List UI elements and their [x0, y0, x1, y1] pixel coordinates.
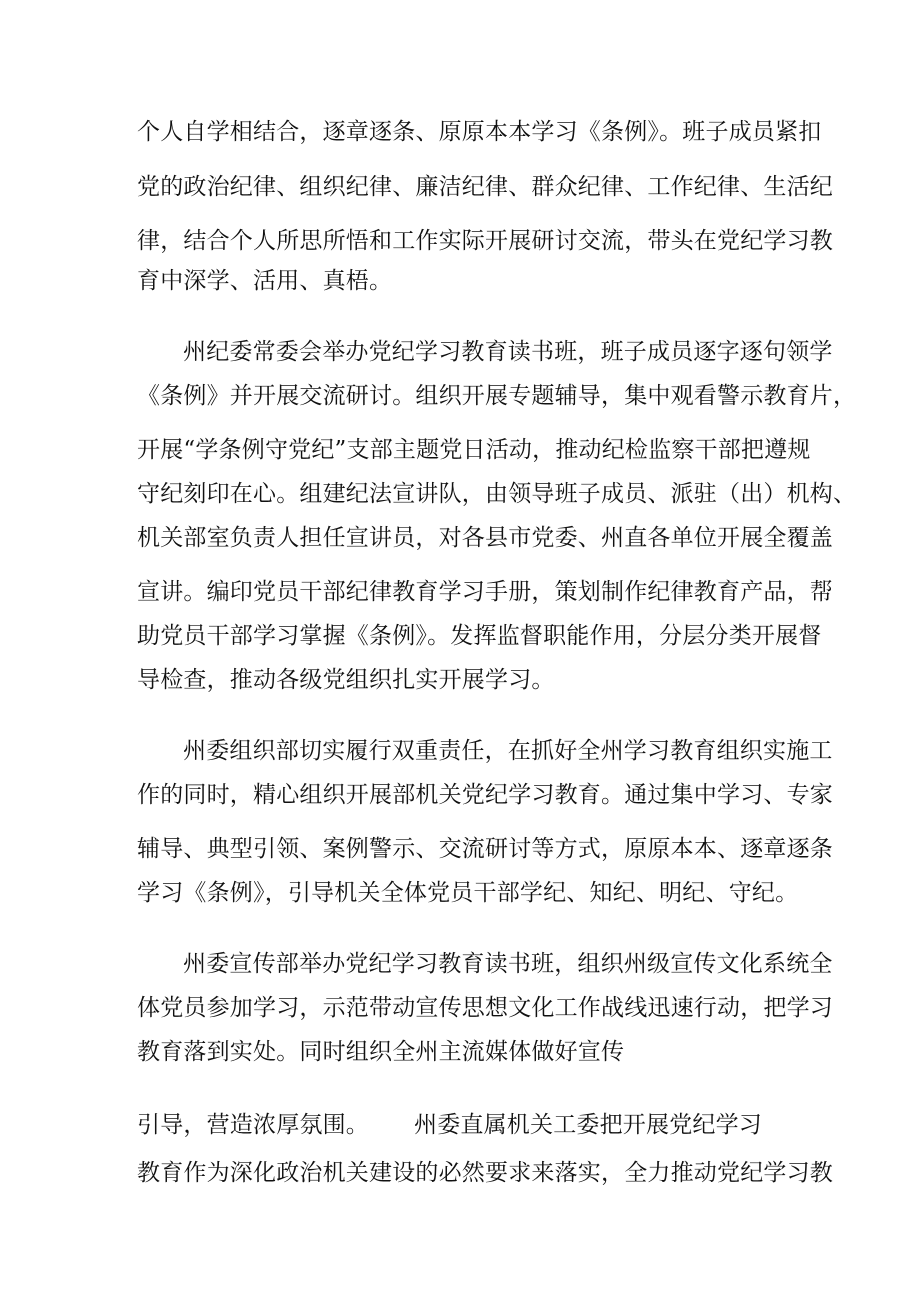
text-line: 州委组织部切实履行双重责任，在抓好全州学习教育组织实施工 — [183, 738, 833, 764]
text-line: 律，结合个人所思所悟和工作实际开展研讨交流，带头在党纪学习教 — [137, 228, 833, 254]
text-line: 教育作为深化政治机关建设的必然要求来落实，全力推动党纪学习教 — [137, 1160, 833, 1186]
text-line: 州委直属机关工委把开展党纪学习 — [414, 1112, 762, 1138]
text-line: 教育落到实处。同时组织全州主流媒体做好宣传 — [137, 1039, 625, 1065]
text-line: 育中深学、活用、真梧。 — [137, 268, 393, 294]
text-line: 辅导、典型引领、案例警示、交流研讨等方式，原原本本、逐章逐条 — [137, 836, 833, 862]
text-line: 守纪刻印在心。组建纪法宣讲队，由领导班子成员、派驻（出）机构、 — [137, 481, 857, 507]
text-line: 作的同时，精心组织开展部机关党纪学习教育。通过集中学习、专家 — [137, 782, 833, 808]
text-line: 导检查，推动各级党组织扎实开展学习。 — [137, 667, 555, 693]
text-line: 《条例》并开展交流研讨。组织开展专题辅导，集中观看警示教育片， — [137, 383, 857, 409]
text-line: 助党员干部学习掌握《条例》。发挥监督职能作用，分层分类开展督 — [137, 623, 822, 649]
text-line: 州委宣传部举办党纪学习教育读书班，组织州级宣传文化系统全 — [183, 951, 833, 977]
text-line: 个人自学相结合，逐章逐条、原原本本学习《条例》。班子成员紧扣 — [137, 119, 822, 145]
text-line: 学习《条例》，引导机关全体党员干部学纪、知纪、明纪、守纪。 — [137, 880, 799, 906]
text-line: 开展“学条例守党纪”支部主题党日活动，推动纪检监察干部把遵规 — [137, 437, 811, 463]
text-line: 引导，营造浓厚氛围。 — [137, 1112, 369, 1138]
text-line: 宣讲。编印党员干部纪律教育学习手册，策划制作纪律教育产品，帮 — [137, 579, 833, 605]
text-line: 体党员参加学习，示范带动宣传思想文化工作战线迅速行动，把学习 — [137, 995, 833, 1021]
text-line: 机关部室负责人担任宣讲员，对各县市党委、州直各单位开展全覆盖 — [137, 525, 833, 551]
text-line: 州纪委常委会举办党纪学习教育读书班，班子成员逐字逐句领学 — [183, 339, 833, 365]
text-line: 党的政治纪律、组织纪律、廉洁纪律、群众纪律、工作纪律、生活纪 — [137, 174, 833, 200]
